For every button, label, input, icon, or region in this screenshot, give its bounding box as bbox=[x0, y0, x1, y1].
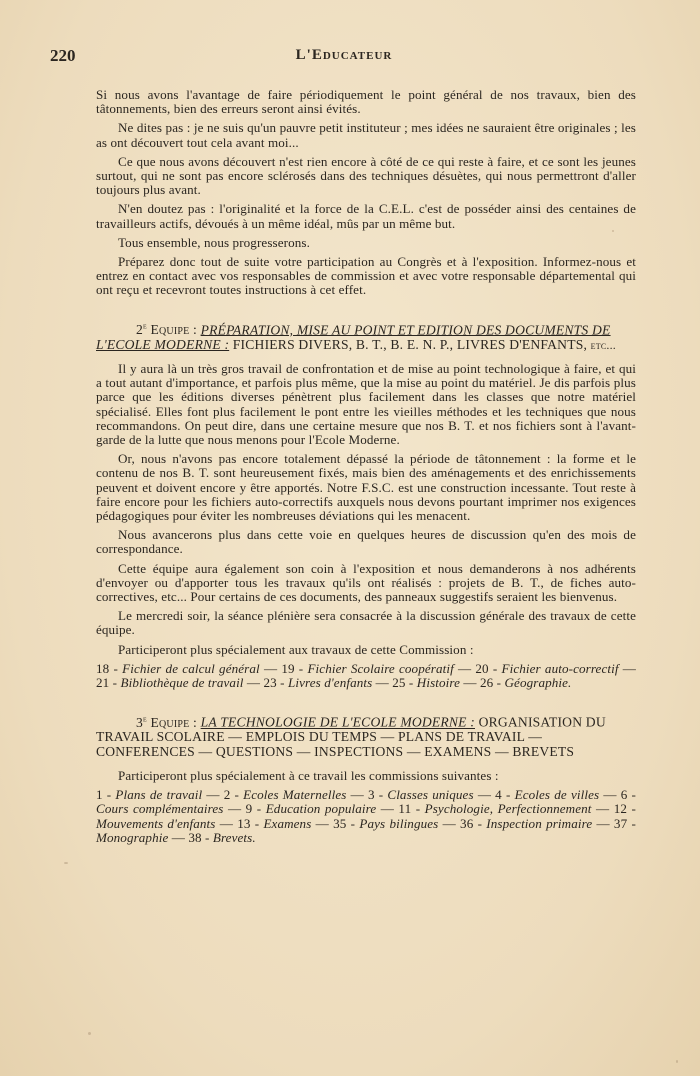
commission-name: Fichier de calcul général bbox=[122, 660, 260, 676]
article-body bbox=[96, 88, 636, 850]
commission-number: 38 bbox=[188, 829, 202, 845]
paper-speck bbox=[88, 1032, 91, 1035]
team-2-heading bbox=[96, 320, 636, 352]
commission-entry: 12 - Mouvements d'enfants bbox=[96, 801, 636, 831]
commission-entry: 3 - Classes uniques bbox=[367, 787, 474, 803]
team-2-paragraph: Or, nous n'avons pas encore totalement dépassé la période de tâtonnement : la forme et le contenu de nos B. T. sont heureusement fixés, mais bien des aménagements et des enrichissements peuvent et doivent encore y être apportés. Notre F.S.C. est une construction incessante. Tout reste à faire encore pour les fichiers auto-correctifs auxquels nous devons pourtant imprimer nos exigences pédagogiques pour éviter les nombreuses déviations qui les menacent. bbox=[96, 451, 636, 524]
paper-speck bbox=[676, 1060, 678, 1063]
commission-entry: 19 - Fichier Scolaire coopératif bbox=[281, 660, 454, 676]
commission-number: 23 bbox=[263, 675, 277, 691]
commission-number: 12 bbox=[613, 801, 627, 817]
commission-entry: 18 - Fichier de calcul général bbox=[96, 660, 260, 676]
team-2-paragraph: Il y aura là un très gros travail de confrontation et de mise au point technologique à faire, et qui a tout autant d'importance, et parfois plus même, que la mise au point du matériel. Je dis parfois plus parce que les éditions diverses pénètrent plus facilement dans les classes que notre matériel spécialisé. Elles font plus facilement le pont entre les vieilles méthodes et les techniques que nous recommandons. On peut dire, dans une certaine mesure que nos B. T. et nos fichiers sont à l'avant-garde de la lutte que nous menons pour l'Ecole Moderne. bbox=[96, 360, 636, 447]
commission-entry: 36 - Inspection primaire bbox=[460, 815, 593, 831]
team-2-paragraph: Cette équipe aura également son coin à l'exposition et nous demanderons à nos adhérents d'envoyer ou d'apporter tous les travaux qu'ils ont réalisés : projets de B. T., de fiches auto-correctives, etc... Pour certains de ces documents, des panneaux suggestifs seraient les bienvenus. bbox=[96, 560, 636, 605]
commission-entry: 26 - Géographie. bbox=[479, 675, 572, 691]
commission-number: 25 bbox=[392, 675, 406, 691]
commission-list: 18 - Fichier de calcul général — 19 - Fichier Scolaire coopératif — 20 - Fichier auto-correctif — 21 - Bibliothèque de travail — 23 - Livres d'enfants — 25 - Histoire — 26 - Géographie. bbox=[96, 660, 636, 691]
team-subtitle-etc: etc... bbox=[590, 337, 616, 352]
team-2-paragraph: Le mercredi soir, la séance plénière sera consacrée à la discussion générale des travaux de cette équipe. bbox=[96, 608, 636, 638]
commission-name: Histoire bbox=[416, 675, 461, 691]
commission-entry: 11 - Psychologie, Perfectionnement bbox=[398, 801, 592, 817]
team-label: 2e Equipe : bbox=[136, 321, 198, 338]
intro-paragraph: Ce que nous avons découvert n'est rien encore à côté de ce qui reste à faire, et ce sont les jeunes surtout, qui ne sont pas encore sclérosés dans des techniques désuètes, qui nous permettront d'aller toujours plus avant. bbox=[96, 153, 636, 198]
intro-paragraph: Tous ensemble, nous progresserons. bbox=[118, 234, 310, 250]
commission-name: Fichier Scolaire coopératif bbox=[307, 660, 454, 676]
commission-number: 35 bbox=[333, 815, 347, 831]
commission-entry: 1 - Plans de travail bbox=[96, 787, 203, 803]
commission-entry: 25 - Histoire bbox=[392, 675, 461, 691]
commission-name: Psychologie, Perfectionnement bbox=[424, 801, 592, 817]
commission-name: Ecoles Maternelles bbox=[243, 787, 347, 803]
commission-entry: 4 - Ecoles de villes bbox=[495, 787, 600, 803]
commission-number: 9 bbox=[245, 801, 253, 817]
commission-entry: 2 - Ecoles Maternelles bbox=[223, 787, 347, 803]
page-header bbox=[50, 46, 638, 70]
commission-name: Livres d'enfants bbox=[288, 675, 373, 691]
commission-name: Fichier auto-correctif bbox=[501, 660, 619, 676]
commission-entry: 21 - Bibliothèque de travail bbox=[96, 675, 244, 691]
commission-number: 4 bbox=[495, 787, 502, 803]
commission-name: Plans de travail bbox=[115, 787, 203, 803]
commission-number: 21 bbox=[96, 675, 110, 691]
commission-number: 13 bbox=[237, 815, 251, 831]
commission-name: Mouvements d'enfants bbox=[96, 815, 216, 831]
commission-entry: 13 - Examens bbox=[237, 815, 312, 831]
commission-number: 1 bbox=[96, 787, 103, 803]
team-subtitle: ORGANISATION DU TRAVAIL SCOLAIRE — EMPLOIS DU TEMPS — PLANS DE TRAVAIL — CONFERENCES — QUESTIONS — INSPECTIONS — EXAMENS — BREVETS bbox=[96, 714, 606, 759]
intro-paragraph: Ne dites pas : je ne suis qu'un pauvre petit instituteur ; mes idées ne sauraient être originales ; les as ont découvert tout cela avant moi... bbox=[96, 120, 636, 150]
journal-title: L'Educateur bbox=[295, 47, 393, 63]
commission-name: Ecoles de villes bbox=[514, 787, 600, 803]
team-2-paragraph: Nous avancerons plus dans cette voie en quelques heures de discussion qu'en des mois de correspondance. bbox=[96, 527, 636, 557]
commission-name: Bibliothèque de travail bbox=[120, 675, 244, 691]
commission-entry: 20 - Fichier auto-correctif bbox=[475, 660, 619, 676]
commission-number: 37 bbox=[613, 815, 628, 831]
team-title: LA TECHNOLOGIE DE L'ECOLE MODERNE : bbox=[200, 714, 475, 730]
commission-number: 2 bbox=[223, 787, 231, 803]
commission-name: Classes uniques bbox=[387, 787, 474, 803]
commission-number: 3 bbox=[367, 787, 375, 803]
commission-number: 19 bbox=[281, 660, 295, 676]
commission-name: Education populaire bbox=[265, 801, 377, 817]
page-number: 220 bbox=[50, 46, 76, 65]
commission-entry: 6 - Cours complémentaires bbox=[96, 787, 636, 817]
team-3-heading bbox=[96, 712, 636, 759]
commission-name: Géographie. bbox=[504, 675, 572, 691]
commission-list: 1 - Plans de travail — 2 - Ecoles Maternelles — 3 - Classes uniques — 4 - Ecoles de villes — 6 - Cours complémentaires — 9 - Education populaire — 11 - Psychologie, Perfectionnement — 12 - Mouvements d'enfants — 13 - Examens — 35 - Pays bilingues — 36 - Inspection primaire — 37 - Monographie — 38 - Brevets. bbox=[96, 787, 636, 845]
intro-paragraph: Préparez donc tout de suite votre participation au Congrès et à l'exposition. Informez-nous et entrez en contact avec vos responsables de commission et avec votre responsable départemental qui ont reçu et recevront toutes instructions à cet effet. bbox=[96, 254, 636, 298]
commission-number: 20 bbox=[475, 660, 489, 676]
team-2-paragraph: Participeront plus spécialement aux travaux de cette Commission : bbox=[118, 641, 474, 657]
commission-entry: 37 - Monographie bbox=[96, 815, 636, 845]
commission-name: Cours complémentaires bbox=[96, 801, 224, 817]
commission-name: Monographie bbox=[96, 829, 169, 845]
commission-name: Pays bilingues bbox=[359, 815, 439, 831]
team-subtitle: FICHIERS DIVERS, B. T., B. E. N. P., LIVRES D'ENFANTS, bbox=[232, 336, 588, 352]
team-title: PRÉPARATION, MISE AU POINT ET EDITION DES DOCUMENTS DE L'ECOLE MODERNE : bbox=[96, 322, 611, 352]
commission-number: 11 bbox=[398, 801, 412, 817]
paper-speck bbox=[64, 862, 68, 864]
commission-entry: 23 - Livres d'enfants bbox=[263, 675, 373, 691]
intro-paragraph: N'en doutez pas : l'originalité et la force de la C.E.L. c'est de posséder ainsi des centaines de travailleurs actifs, dévoués à un même idéal, mûs par un même but. bbox=[96, 201, 636, 231]
commission-entry: 38 - Brevets. bbox=[188, 829, 256, 845]
commission-number: 18 bbox=[96, 660, 110, 676]
commission-name: Brevets. bbox=[212, 829, 256, 845]
paper-speck bbox=[612, 230, 614, 232]
commission-number: 26 bbox=[479, 675, 494, 691]
team-3-paragraph: Participeront plus spécialement à ce travail les commissions suivantes : bbox=[118, 768, 499, 783]
commission-number: 36 bbox=[460, 815, 474, 831]
intro-paragraph: Si nous avons l'avantage de faire périodiquement le point général de nos travaux, bien des tâtonnements, bien des erreurs seront ainsi évités. bbox=[96, 87, 636, 117]
team-label: 3e Equipe : bbox=[136, 714, 198, 730]
commission-name: Examens bbox=[263, 815, 312, 831]
commission-entry: 9 - Education populaire bbox=[245, 801, 377, 817]
commission-name: Inspection primaire bbox=[486, 815, 593, 831]
commission-entry: 35 - Pays bilingues bbox=[333, 815, 439, 831]
commission-number: 6 bbox=[620, 787, 628, 803]
